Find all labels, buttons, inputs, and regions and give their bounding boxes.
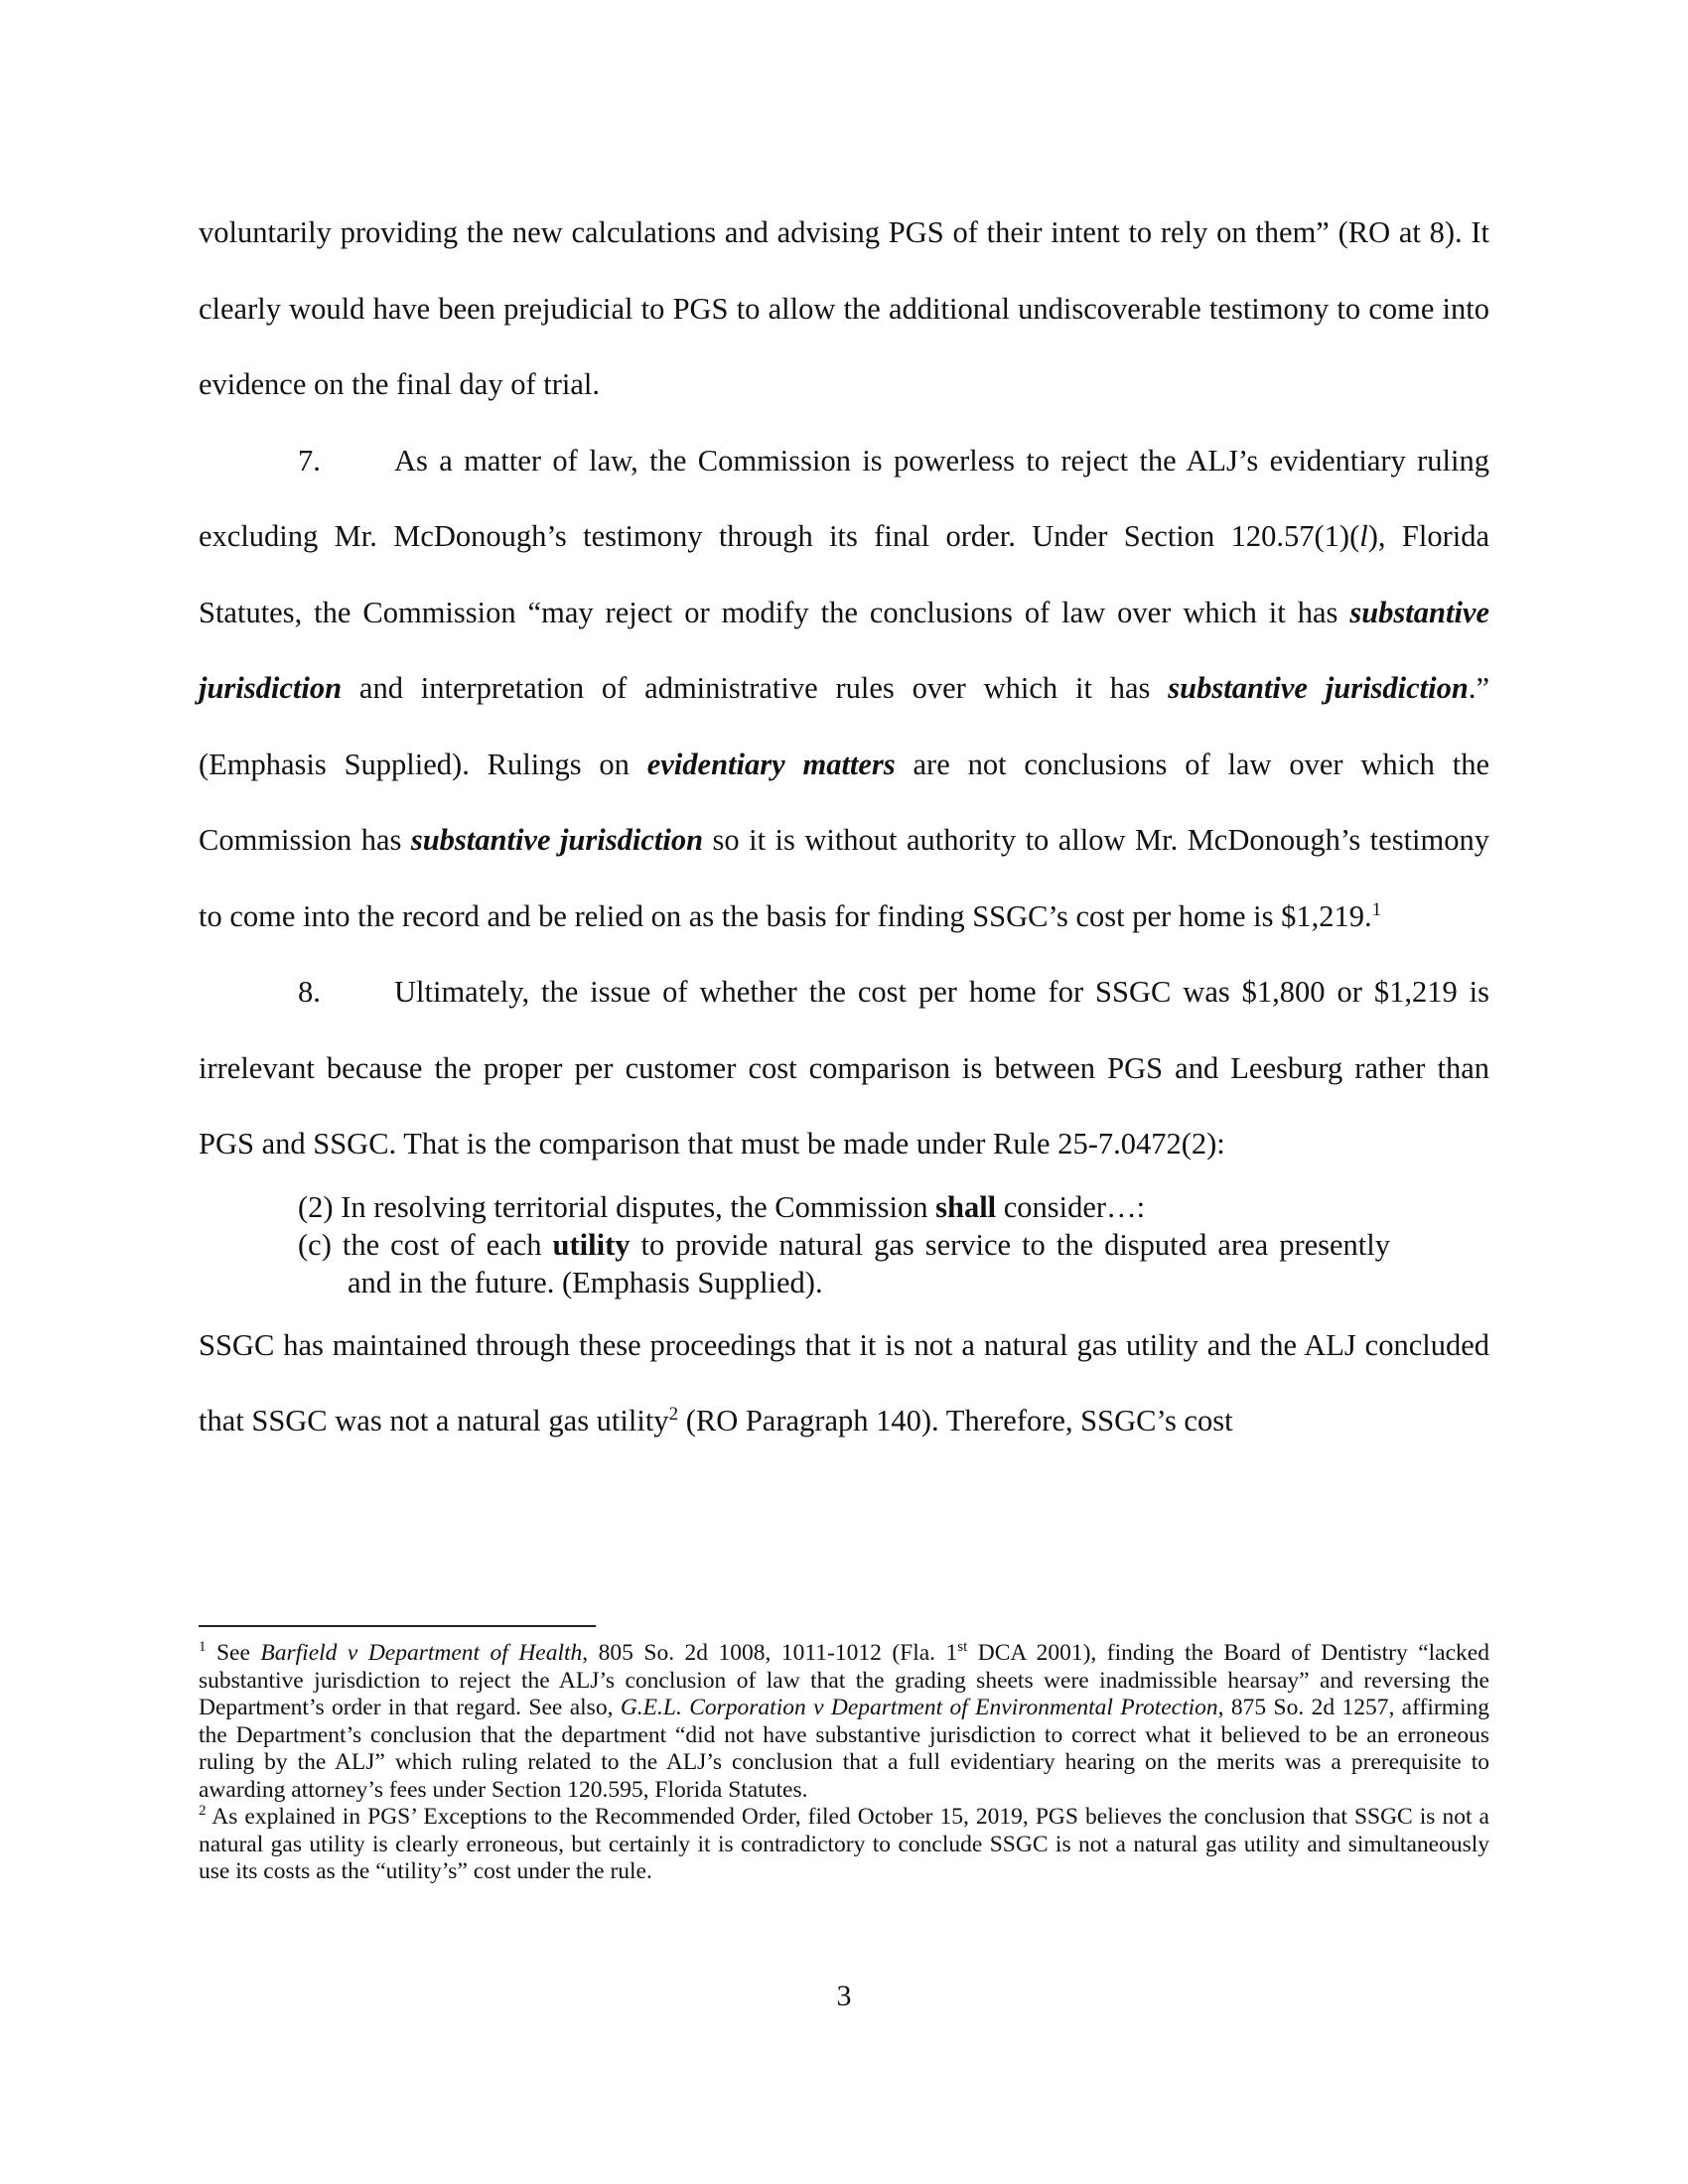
paragraph-continuation	[199, 195, 1489, 423]
footnote-separator	[199, 1625, 596, 1627]
paragraph-text: Ultimately, the issue of whether the cost per home for SSGC was $1,800 or $1,219 is irrelevant because the proper per customer cost comparison is between PGS and Leesburg rather than PGS and SSGC. That is the comparison that must be made under Rule 25-7.0472(2):	[199, 975, 1489, 1160]
case-name: G.E.L. Corporation v Department of Environmental Protection	[620, 1695, 1218, 1720]
page-number: 3	[836, 1979, 852, 2012]
paragraph-number: 8.	[298, 975, 321, 1009]
paragraph-text: .” (Emphasis Supplied). Rulings on	[199, 671, 1490, 781]
footnote-1	[199, 1640, 1489, 1804]
quote-text: (c) the cost of each	[298, 1227, 553, 1262]
quote-text: consider…:	[996, 1189, 1146, 1224]
footnote-reference-2[interactable]: 2	[668, 1403, 679, 1425]
paragraph-7	[199, 423, 1489, 955]
paragraph-text: are not conclusions of law over which the Commission has	[199, 747, 1489, 857]
paragraph-number: 7.	[298, 443, 321, 478]
quote-emphasis: utility	[552, 1227, 631, 1262]
quote-line	[298, 1226, 1390, 1301]
emphasis-text: substantive jurisdiction	[410, 823, 704, 857]
block-quote	[298, 1188, 1390, 1301]
paragraph-text: SSGC has maintained through these proceedings that it is not a natural gas utility and the ALJ concluded that SSGC was not a natural gas utility	[199, 1327, 1489, 1437]
footnote-number: 2	[199, 1803, 207, 1820]
footnote-text: DCA 2001), finding the Board of Dentistry “lacked substantive jurisdiction to reject the ALJ’s conclusion of law that the grading sheets were inadmissible hearsay” and reversing the Department’s order in that regard. See also,	[199, 1640, 1489, 1720]
footnote-text: See	[206, 1640, 261, 1666]
quote-emphasis: shall	[935, 1189, 997, 1224]
emphasis-text: evidentiary matters	[646, 747, 896, 781]
paragraph-after-quote	[199, 1307, 1489, 1459]
paragraph-text: voluntarily providing the new calculations and advising PGS of their intent to rely on them” (RO at 8). It clearly would have been prejudicial to PGS to allow the additional undiscoverable testimony to come into evidence on the final day of trial.	[199, 215, 1489, 401]
paragraph-text: (RO Paragraph 140). Therefore, SSGC’s cost	[678, 1404, 1233, 1437]
footnote-text: As explained in PGS’ Exceptions to the Recommended Order, filed October 15, 2019, PGS believes the conclusion that SSGC is not a natural gas utility is clearly erroneous, but certainly it is contradictory to conclude SSGC is not a natural gas utility and simultaneously use its costs as the “utility’s” cost under the rule.	[199, 1804, 1489, 1884]
paragraph-text: and interpretation of administrative rules over which it has	[342, 671, 1169, 705]
case-name: Barfield v Department of Health	[260, 1640, 583, 1666]
paragraph-8	[199, 954, 1489, 1182]
quote-text: (2) In resolving territorial disputes, the Commission	[298, 1189, 936, 1224]
paragraph-text: ), Florida Statutes, the Commission “may reject or modify the conclusions of law over which it has	[199, 519, 1489, 629]
footnote-number: 1	[199, 1639, 207, 1656]
footnote-text: , 875 So. 2d 1257, affirming the Department’s conclusion that the department “did not have substantive jurisdiction to correct what it believed to be an erroneous ruling by the ALJ” which ruling related to the ALJ’s conclusion that a full evidentiary hearing on the merits was a prerequisite to awarding attorney’s fees under Section 120.595, Florida Statutes.	[199, 1695, 1490, 1803]
paragraph-text: As a matter of law, the Commission is powerless to reject the ALJ’s evidentiary ruling excluding Mr. McDonough’s testimony through its final order. Under Section 120.57(1)(	[199, 443, 1489, 553]
quote-text: to provide natural gas service to the disputed area presently and in the future. (Emphasis Supplied).	[348, 1227, 1391, 1299]
footnote-text: , 805 So. 2d 1008, 1011-1012 (Fla. 1	[582, 1640, 958, 1666]
emphasis-text: substantive jurisdiction	[1168, 671, 1469, 705]
footnote-reference-1[interactable]: 1	[1371, 898, 1382, 920]
ordinal-suffix: st	[957, 1639, 968, 1656]
footnote-2	[199, 1804, 1489, 1886]
paragraph-text: so it is without authority to allow Mr. McDonough’s testimony to come into the record and be relied on as the basis for finding SSGC’s cost per home is $1,219.	[199, 823, 1489, 933]
emphasis-text: substantive jurisdiction	[199, 595, 1489, 705]
body-text	[199, 195, 1489, 1459]
italic-letter: l	[1359, 519, 1368, 553]
footnotes	[199, 1640, 1489, 1886]
quote-line	[298, 1188, 1390, 1226]
